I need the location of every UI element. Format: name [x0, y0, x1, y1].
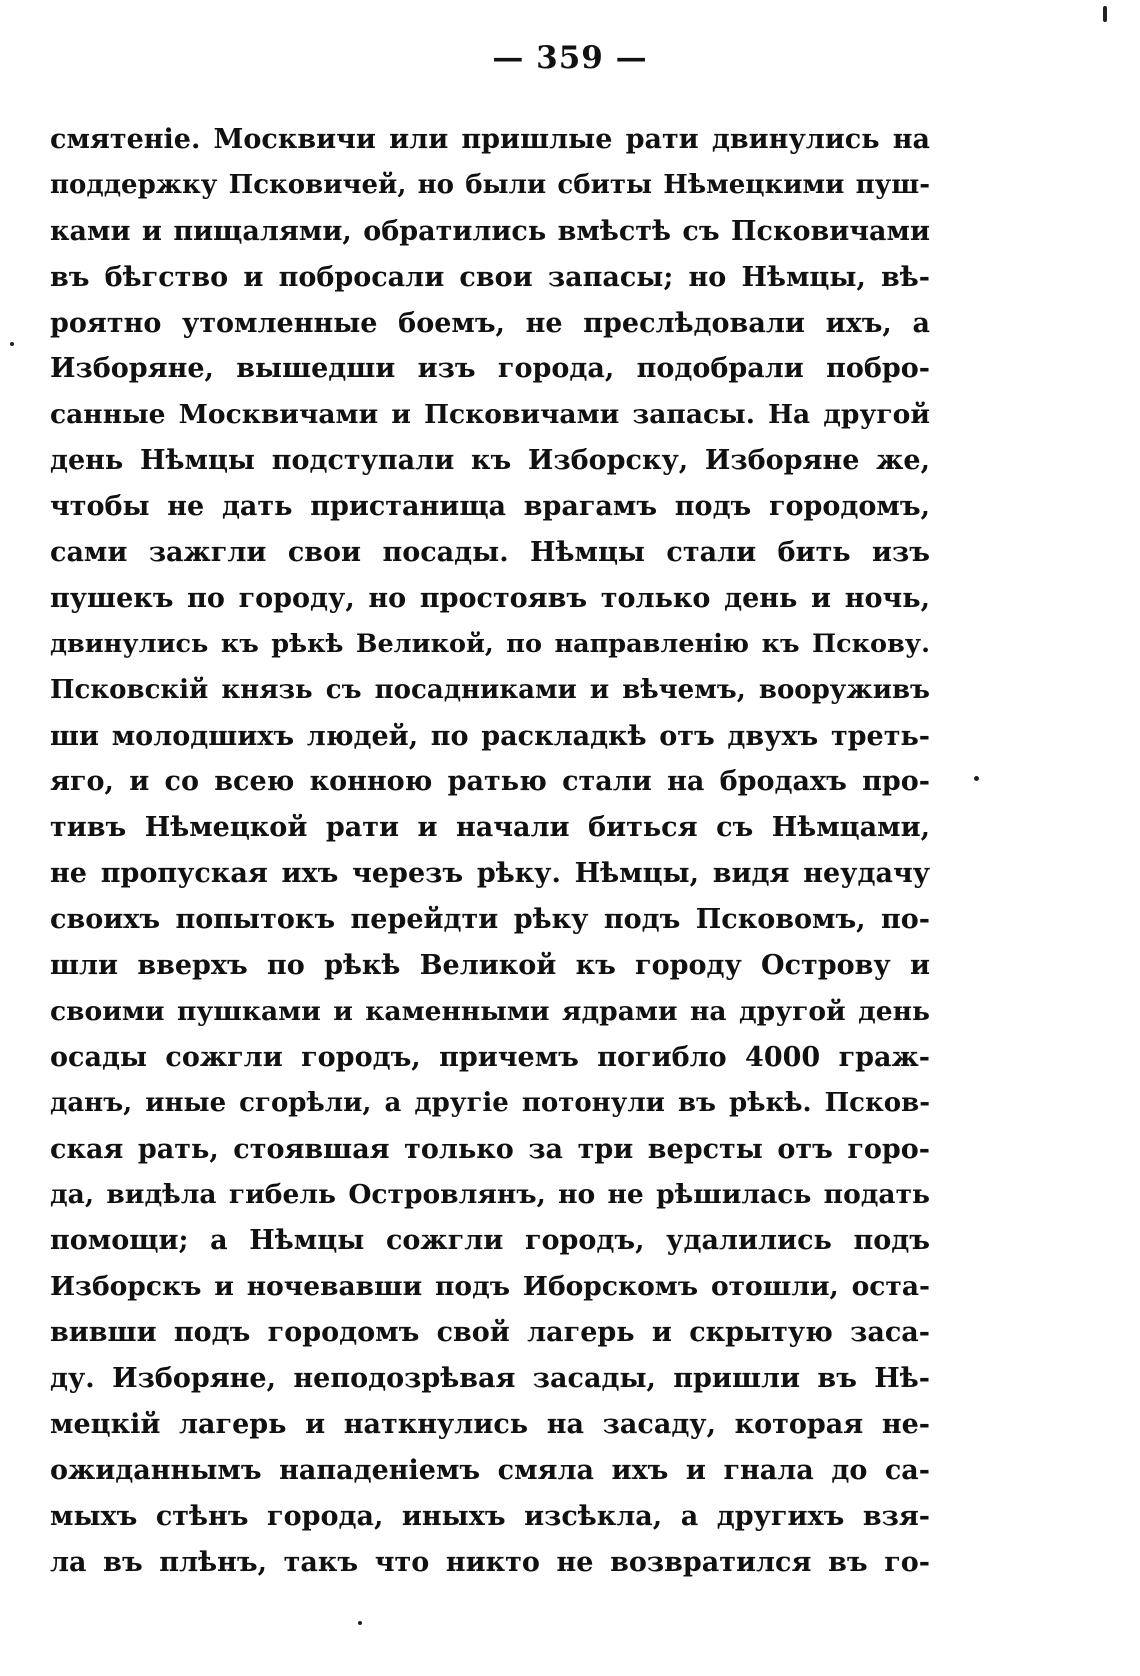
scan-speck [1103, 6, 1107, 22]
text-line: день Нѣмцы подступали къ Изборску, Изборяне же, [50, 445, 930, 477]
text-line: да, видѣла гибель Островлянъ, но не рѣшилась подать [50, 1179, 930, 1211]
text-line: ла въ плѣнъ, такъ что никто не возвратился въ го- [50, 1546, 930, 1578]
text-line: ская рать, стоявшая только за три версты отъ горо- [50, 1133, 930, 1165]
text-line: своими пушками и каменными ядрами на другой день [50, 995, 930, 1027]
text-line: смятеніе. Москвичи или пришлые рати двинулись на [50, 124, 930, 155]
text-line: санные Москвичами и Псковичами запасы. На другой [50, 399, 930, 431]
text-line: осады сожгли городъ, причемъ погибло 4000 граж- [50, 1041, 930, 1073]
text-line: Псковскій князь съ посадниками и вѣчемъ, вооруживъ [50, 674, 930, 705]
text-line: шли вверхъ по рѣкѣ Великой къ городу Острову и [50, 950, 930, 982]
text-line: мыхъ стѣнъ города, иныхъ изсѣкла, а другихъ взя- [50, 1500, 930, 1532]
text-line: пушекъ по городу, но простоявъ только день и ночь, [50, 582, 930, 614]
scan-speck [358, 1621, 362, 1625]
body-text [50, 117, 930, 1586]
text-line: въ бѣгство и побросали свои запасы; но Нѣмцы, вѣ- [50, 261, 930, 293]
scan-speck [10, 342, 14, 346]
text-line: помощи; а Нѣмцы сожгли городъ, удалились подъ [50, 1225, 930, 1257]
text-line: тивъ Нѣмецкой рати и начали биться съ Нѣмцами, [50, 812, 930, 844]
text-line: роятно утомленные боемъ, не преслѣдовали ихъ, а [50, 307, 930, 339]
text-line: ожиданнымъ нападеніемъ смяла ихъ и гнала до са- [50, 1454, 930, 1486]
text-line: мецкій лагерь и наткнулись на засаду, которая не- [50, 1408, 930, 1440]
text-line: своихъ попытокъ перейдти рѣку подъ Псковомъ, по- [50, 904, 930, 936]
text-line: ками и пищалями, обратились вмѣстѣ съ Псковичами [50, 215, 930, 247]
text-line: вивши подъ городомъ свой лагерь и скрытую заса- [50, 1317, 930, 1349]
text-line: двинулись къ рѣкѣ Великой, по направленію къ Пскову. [50, 628, 930, 659]
text-line: ду. Изборяне, неподозрѣвая засады, пришли въ Нѣ- [50, 1363, 930, 1395]
page-number: — 359 — [492, 40, 648, 76]
text-line: Изборскъ и ночевавши подъ Иборскомъ отошли, оста- [50, 1271, 930, 1303]
text-line: не пропуская ихъ черезъ рѣку. Нѣмцы, видя неудачу [50, 858, 930, 890]
scan-speck [974, 776, 979, 781]
text-line: сами зажгли свои посады. Нѣмцы стали бить изъ [50, 537, 930, 569]
text-line: ши молодшихъ людей, по раскладкѣ отъ двухъ треть- [50, 720, 930, 752]
text-line: яго, и со всею конною ратью стали на бродахъ про- [50, 766, 930, 798]
text-line: поддержку Псковичей, но были сбиты Нѣмецкими пуш- [50, 169, 930, 200]
text-line: данъ, иные сгорѣли, а другіе потонули въ рѣкѣ. Псков- [50, 1087, 930, 1118]
text-line: Изборяне, вышедши изъ города, подобрали побро- [50, 353, 930, 385]
text-line: чтобы не дать пристанища врагамъ подъ городомъ, [50, 491, 930, 523]
